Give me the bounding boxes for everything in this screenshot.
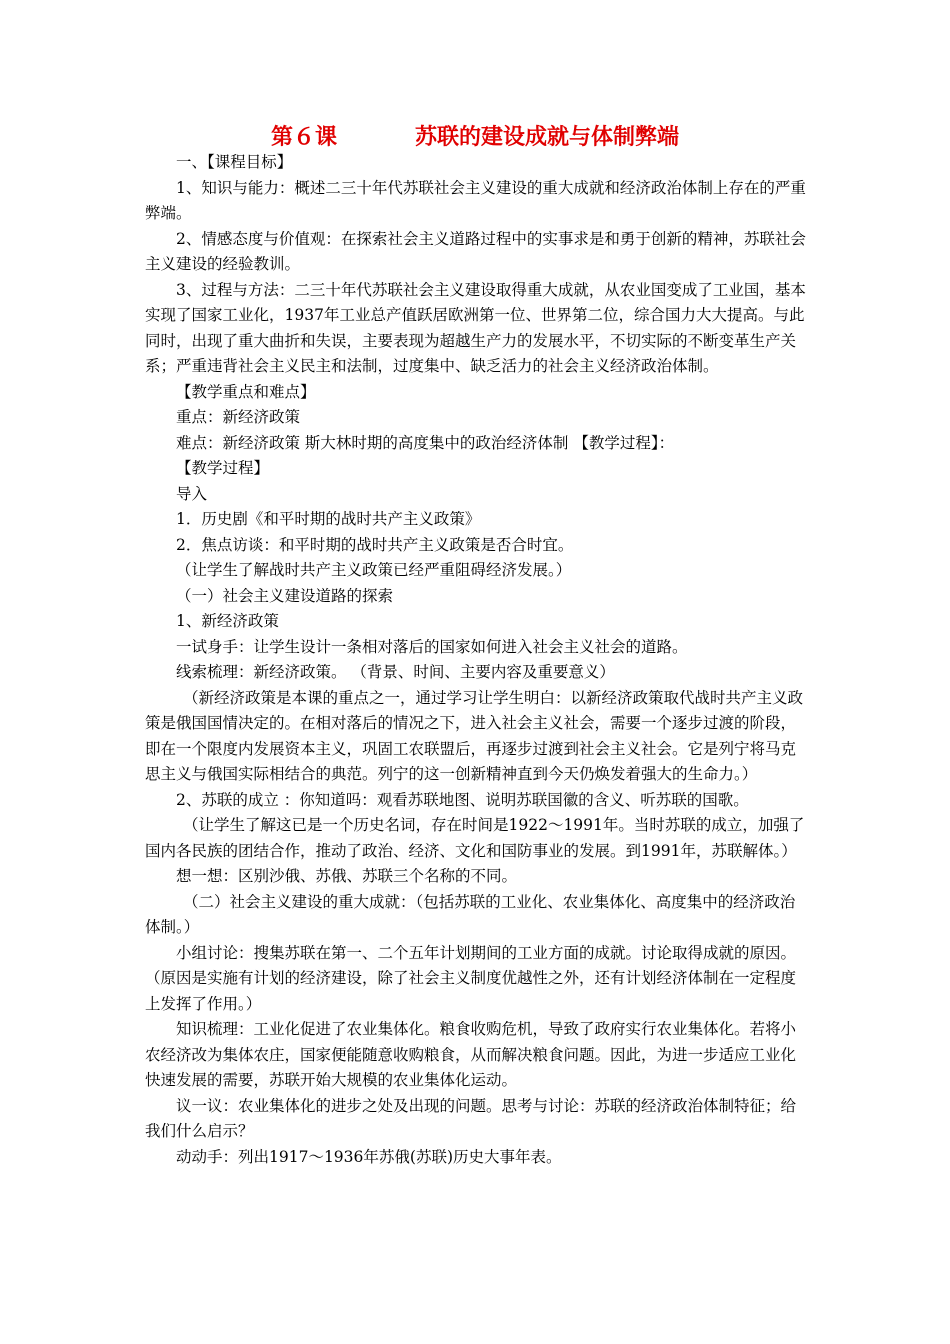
paragraph: 1、新经济政策 [176,612,279,630]
paragraph: 动动手：列出1917～1936年苏俄(苏联)历史大事年表。 [176,1147,562,1166]
paragraph: （让学生了解战时共产主义政策已经严重阻碍经济发展。） [176,561,572,579]
paragraph: 【教学过程】 [176,459,270,477]
paragraph: 议一议：农业集体化的进步之处及出现的问题。思考与讨论：苏联的经济政治体制特征；给我们什么启示？ [145,1096,797,1140]
paragraph: 一试身手：让学生设计一条相对落后的国家如何进入社会主义社会的道路。 [176,637,688,656]
paragraph: 导入 [176,484,208,503]
paragraph: （二）社会主义建设的重大成就：（包括苏联的工业化、农业集体化、高度集中的经济政治体制。） [145,892,796,936]
lesson-topic: 苏联的建设成就与体制弊端 [415,124,680,150]
document-body [145,150,810,1170]
paragraph: 线索梳理：新经济政策。 （背景、时间、主要内容及重要意义） [176,663,615,681]
page-title [0,122,950,152]
paragraph: （新经济政策是本课的重点之一，通过学习让学生明白：以新经济政策取代战时共产主义政策是俄国国情决定的。在相对落后的情况之下，进入社会主义社会，需要一个逐步过渡的阶段，即在一个限度内发展资本主义，巩固工农联盟后，再逐步过渡到社会主义社会。它是列宁将马克思主义与俄国实际相结合的典范。列宁的这一创新精神直到今天仍焕发着强大的生命力。） [145,688,804,783]
paragraph: 知识梳理：工业化促进了农业集体化。粮食收购危机，导致了政府实行农业集体化。若将小农经济改为集体农庄，国家便能随意收购粮食，从而解决粮食问题。因此，为进一步适应工业化快速发展的需要，苏联开始大规模的农业集体化运动。 [145,1020,797,1089]
paragraph: 【教学重点和难点】 [176,382,316,401]
paragraph: 1、知识与能力：概述二三十年代苏联社会主义建设的重大成就和经济政治体制上存在的严重弊端。 [145,178,806,222]
paragraph: 2．焦点访谈：和平时期的战时共产主义政策是否合时宜。 [176,535,574,554]
lesson-number: 第６课 [270,124,337,150]
paragraph: 难点：新经济政策 斯大林时期的高度集中的政治经济体制 【教学过程】： [176,433,675,452]
paragraph: 1．历史剧《和平时期的战时共产主义政策》 [176,510,481,528]
paragraph: 想一想：区别沙俄、苏俄、苏联三个名称的不同。 [176,867,518,885]
paragraph: （让学生了解这已是一个历史名词，存在时间是1922～1991年。当时苏联的成立，加强了国内各民族的团结合作，推动了政治、经济、文化和国防事业的发展。到1991年，苏联解体。） [145,816,805,860]
paragraph: 一、【课程目标】 [176,153,293,171]
paragraph: 重点：新经济政策 [176,408,301,426]
paragraph: 3、过程与方法：二三十年代苏联社会主义建设取得重大成就，从农业国变成了工业国，基本实现了国家工业化，1937年工业总产值跃居欧洲第一位、世界第二位，综合国力大大提高。与此同时，出现了重大曲折和失误，主要表现为超越生产力的发展水平，不切实际的不断变革生产关系；严重违背社会主义民主和法制，过度集中、缺乏活力的社会主义经济政治体制。 [145,280,806,375]
paragraph: 小组讨论：搜集苏联在第一、二个五年计划期间的工业方面的成就。讨论取得成就的原因。（原因是实施有计划的经济建设，除了社会主义制度优越性之外，还有计划经济体制在一定程度上发挥了作用。） [145,943,797,1013]
paragraph: 2、苏联的成立 ：你知道吗：观看苏联地图、说明苏联国徽的含义、听苏联的国歌。 [176,790,749,809]
paragraph: （一）社会主义建设道路的探索 [176,586,394,605]
paragraph: 2、情感态度与价值观：在探索社会主义道路过程中的实事求是和勇于创新的精神，苏联社会主义建设的经验教训。 [145,229,806,273]
